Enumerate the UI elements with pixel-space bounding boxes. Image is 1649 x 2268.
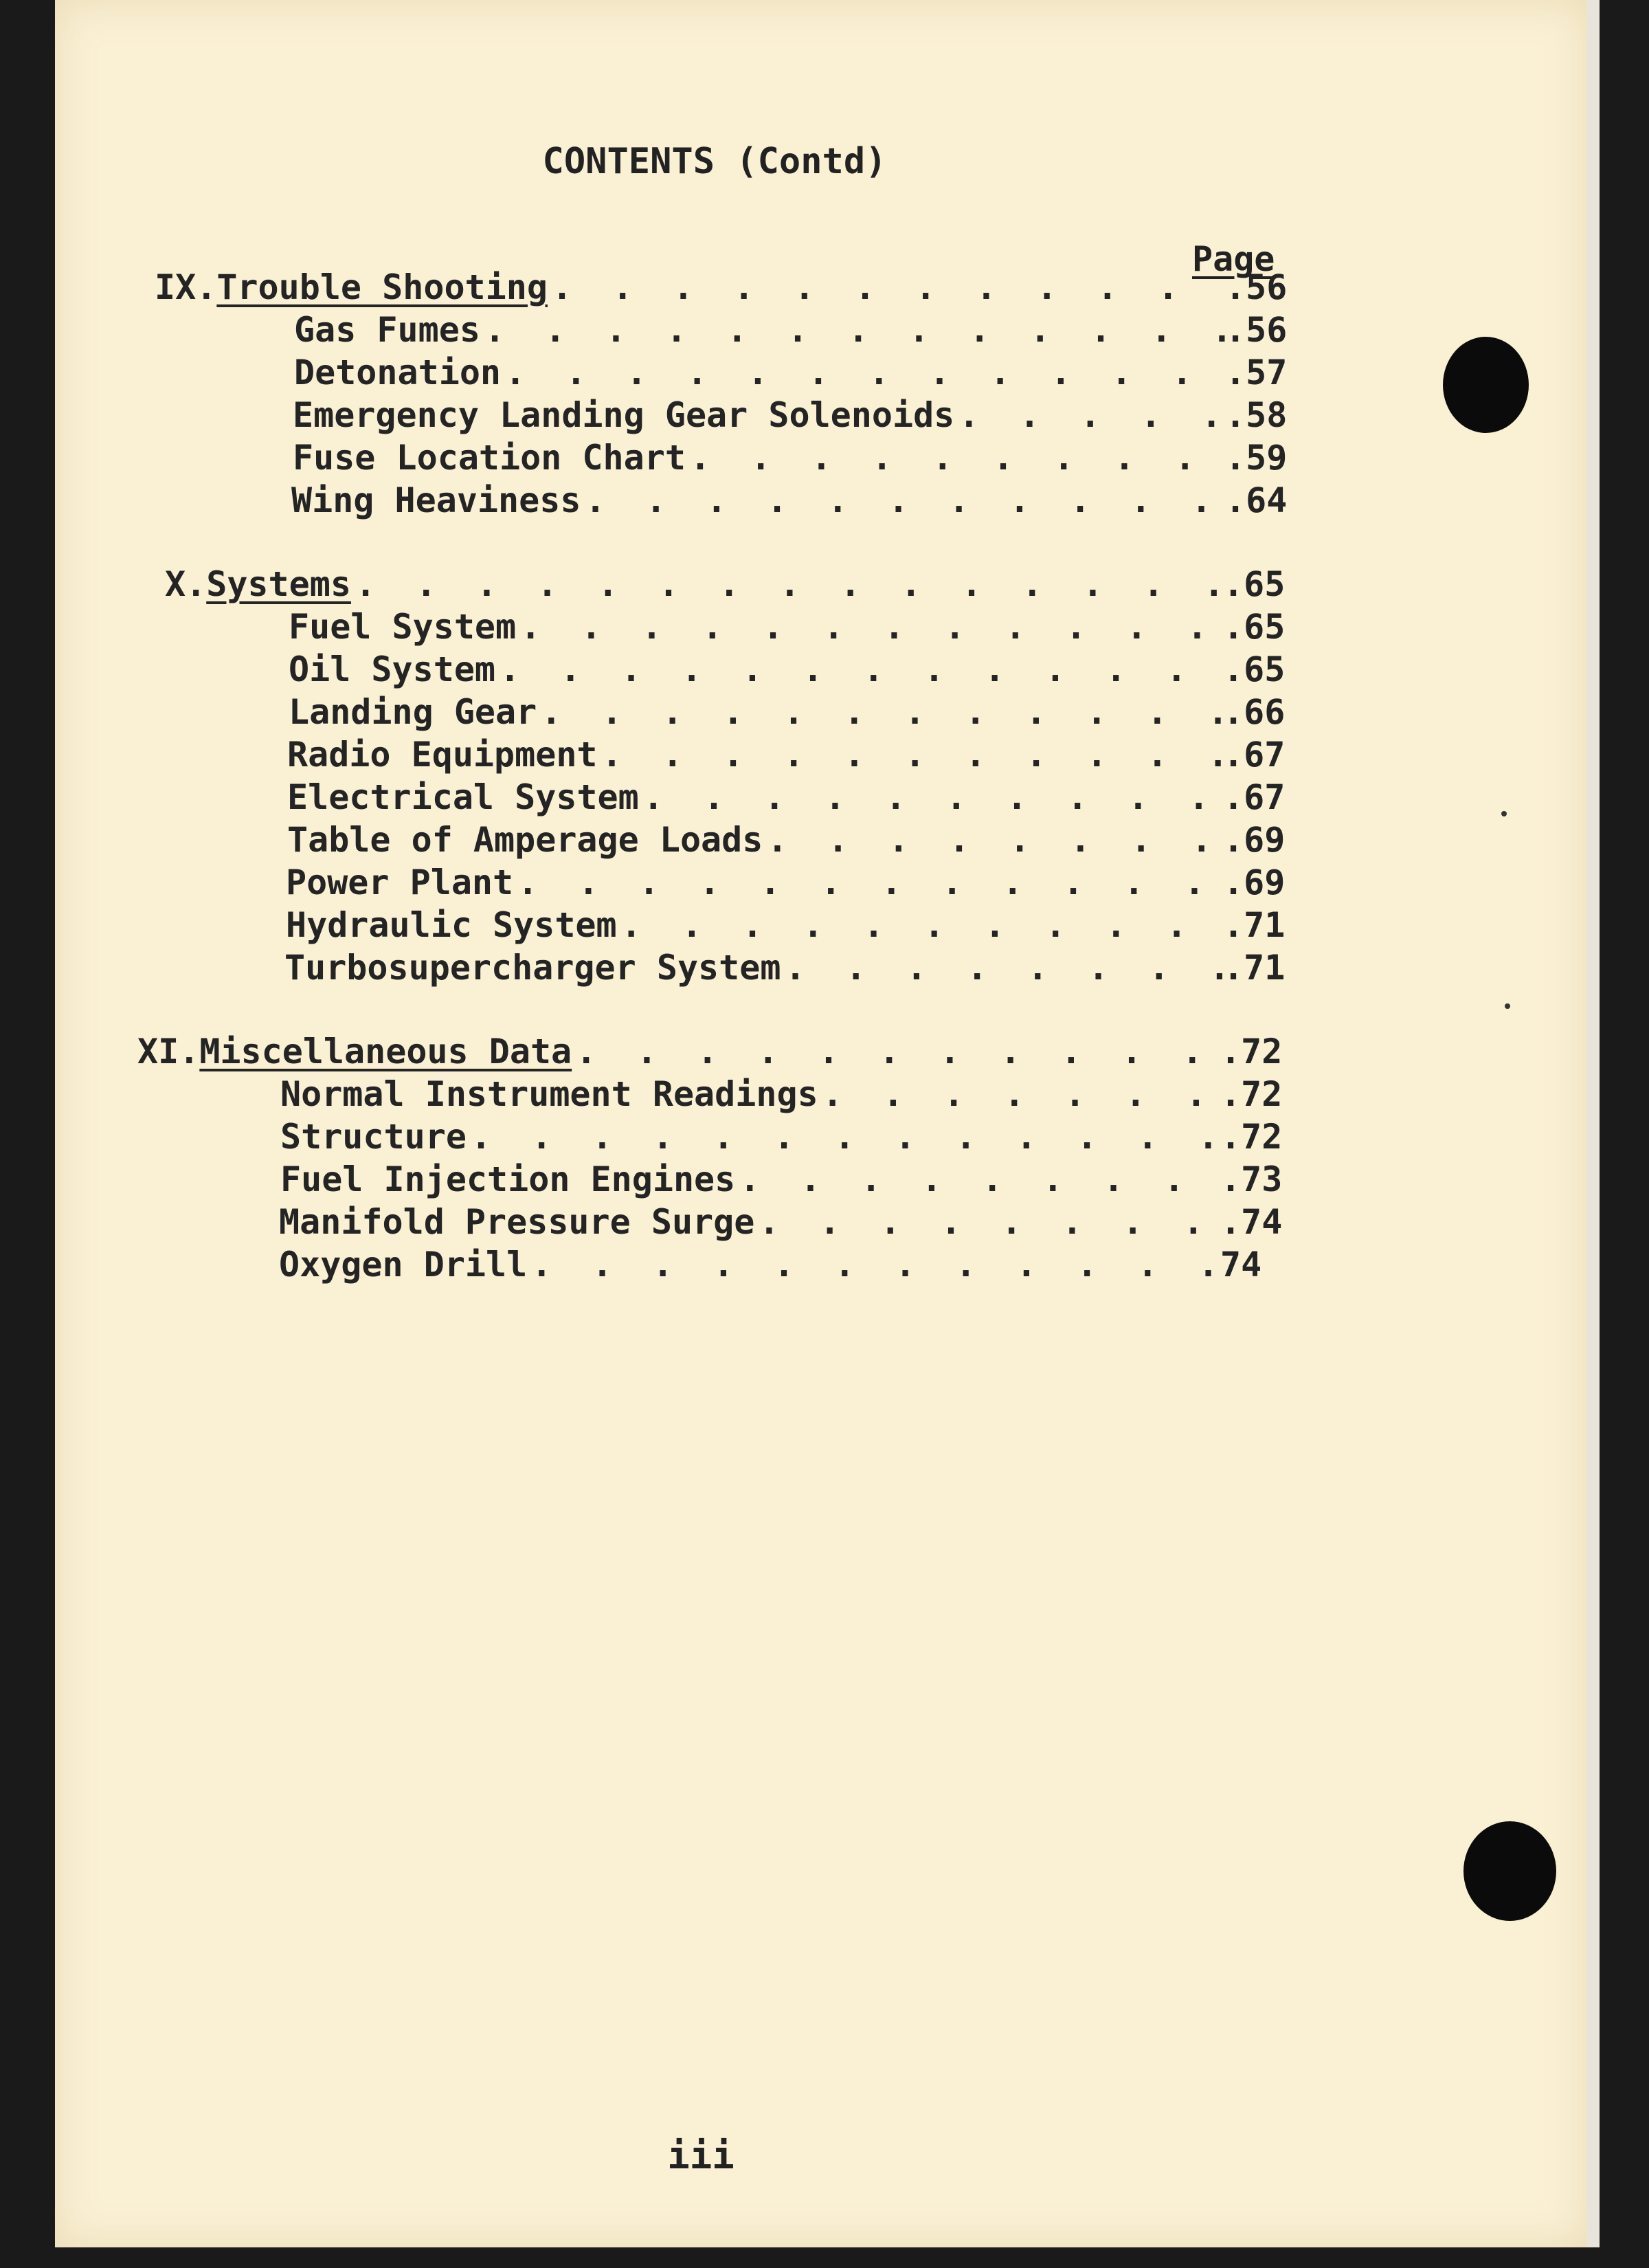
entry-label: Table of Amperage Loads [287, 820, 763, 860]
toc-section-xi [137, 1031, 1283, 1072]
toc-entry [293, 394, 1288, 436]
toc-entry [293, 437, 1288, 478]
dot-leader [467, 1116, 1220, 1157]
dot-leader [480, 309, 1225, 351]
section-title: Miscellaneous Data [199, 1032, 572, 1071]
toc-entry [289, 691, 1286, 733]
section-numeral: IX. [155, 267, 217, 307]
toc-entry [287, 734, 1286, 775]
page-number: .71 [1223, 905, 1286, 945]
dot-leader [501, 352, 1225, 393]
toc-entry [289, 649, 1286, 690]
toc-entry [280, 1159, 1283, 1200]
dot-leader [598, 734, 1223, 775]
dot-leader [572, 1031, 1220, 1072]
dot-leader [548, 267, 1225, 308]
dot-leader [686, 437, 1225, 478]
toc-entry [279, 1244, 1277, 1285]
page-folio: iii [667, 2134, 734, 2177]
toc-entry [294, 309, 1288, 351]
entry-label: Radio Equipment [287, 735, 598, 775]
entry-label: Gas Fumes [294, 310, 480, 350]
page-number: .65 [1223, 564, 1286, 604]
page-number: .72 [1220, 1074, 1283, 1114]
entry-label: Turbosupercharger System [284, 948, 781, 988]
entry-label: Manifold Pressure Surge [279, 1202, 755, 1242]
toc-entry [289, 606, 1286, 647]
dot-leader [516, 606, 1223, 647]
dot-leader [581, 480, 1225, 521]
toc-entry [279, 1201, 1283, 1243]
toc-entry [284, 947, 1286, 988]
dot-leader [617, 904, 1223, 946]
dot-leader [781, 947, 1223, 988]
section-numeral: X. [165, 564, 207, 604]
dot-leader [527, 1244, 1220, 1285]
page-number: .73 [1220, 1159, 1283, 1199]
page-number: .65 [1223, 649, 1286, 689]
page-column-header: Page [1192, 239, 1275, 279]
toc-entry [286, 862, 1286, 903]
page-number: .59 [1225, 438, 1288, 478]
page-number: .69 [1223, 863, 1286, 902]
page-number: .67 [1223, 735, 1286, 775]
page-edge [1587, 0, 1600, 2268]
page-number: .71 [1223, 948, 1286, 988]
page-number: .66 [1223, 692, 1286, 732]
toc-entry [287, 777, 1286, 818]
toc-entry [280, 1116, 1283, 1157]
dot-leader [954, 394, 1225, 436]
section-numeral: XI. [137, 1032, 200, 1071]
dot-leader [818, 1074, 1220, 1115]
toc-entry [280, 1074, 1283, 1115]
dot-leader [495, 649, 1223, 690]
page-number: .74 [1220, 1202, 1283, 1242]
binder-hole-top [1443, 337, 1529, 433]
toc-entry [287, 819, 1286, 860]
page-number: .56 [1225, 267, 1288, 307]
page-number: .65 [1223, 607, 1286, 647]
page-number: .64 [1225, 480, 1288, 520]
entry-label: Normal Instrument Readings [280, 1074, 818, 1114]
entry-label: Wing Heaviness [291, 480, 581, 520]
entry-label: Fuel System [289, 607, 517, 647]
dot-leader [537, 691, 1223, 733]
entry-label: Landing Gear [289, 692, 537, 732]
dot-leader [735, 1159, 1220, 1200]
entry-label: Detonation [294, 353, 502, 392]
paper-speck [1501, 811, 1507, 816]
dot-leader [513, 862, 1223, 903]
entry-label: Fuel Injection Engines [280, 1159, 736, 1199]
dot-leader [754, 1201, 1220, 1243]
page-number: .69 [1223, 820, 1286, 860]
dot-leader [763, 819, 1223, 860]
page-number: .67 [1223, 777, 1286, 817]
page-bottom-edge [55, 2247, 1600, 2268]
entry-label: Hydraulic System [286, 905, 617, 945]
page-number: .72 [1220, 1117, 1283, 1157]
entry-label: Oil System [289, 649, 496, 689]
dot-leader [639, 777, 1223, 818]
contents-title: CONTENTS (Contd) [542, 141, 887, 182]
paper-speck [1505, 1003, 1510, 1009]
toc-entry [294, 352, 1288, 393]
entry-label: Fuse Location Chart [293, 438, 686, 478]
entry-label: Structure [280, 1117, 467, 1157]
entry-label: Emergency Landing Gear Solenoids [293, 395, 955, 435]
page-number: .58 [1225, 395, 1288, 435]
dot-leader [351, 564, 1223, 605]
toc-entry [286, 904, 1286, 946]
section-title: Trouble Shooting [216, 267, 548, 307]
entry-label: Electrical System [287, 777, 639, 817]
section-title: Systems [206, 564, 351, 604]
entry-label: Oxygen Drill [279, 1245, 528, 1285]
toc-entry [291, 480, 1288, 521]
page-number: .72 [1220, 1032, 1283, 1071]
toc-section-ix [155, 267, 1288, 308]
page-number: 74 [1220, 1245, 1262, 1285]
toc-section-x [165, 564, 1286, 605]
binder-hole-bottom [1463, 1821, 1556, 1921]
page-number: .56 [1225, 310, 1288, 350]
entry-label: Power Plant [286, 863, 514, 902]
page-number: .57 [1225, 353, 1288, 392]
